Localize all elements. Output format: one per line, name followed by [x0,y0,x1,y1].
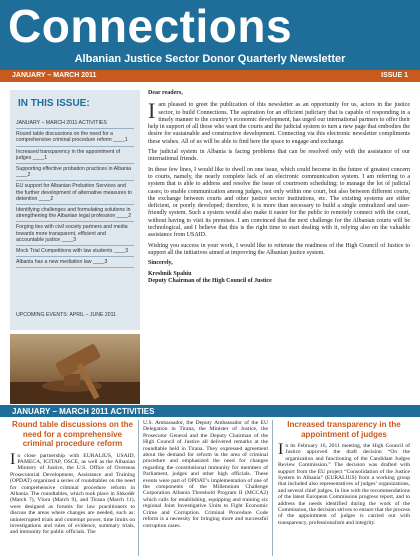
toc-item[interactable]: Increased transparency in the appointment of judges ____1 [16,147,134,164]
article-transparency [278,420,410,526]
toc-item[interactable]: Supporting effective probation practices in Albania ____2 [16,164,134,181]
letter-dropcap: I [148,98,156,124]
gavel-icon [10,334,140,404]
letter-paragraph: Wishing you success in your work, I would like to reiterate the readiness of the High Council of Justice to support all the initiatives aimed at improving the Albanian justice system. [148,242,410,256]
letter-author-name: Kreshnik Spahiu [148,270,192,277]
activities-band [0,405,420,417]
activities-heading: JANUARY – MARCH 2011 ACTIVITIES [12,406,155,416]
issue-bar [0,70,420,82]
toc-item[interactable]: EU support for Albanian Probation Services and the further development of alternative measures to detention ____2 [16,181,134,205]
toc-item[interactable]: JANUARY – MARCH 2011 ACTIVITIES [16,118,134,129]
letter-author-role: Deputy Chairman of the High Council of Justice [148,277,272,284]
toc-item[interactable]: Round table discussions on the need for a comprehensive criminal procedure reform ____1 [16,129,134,146]
column-divider [272,420,273,556]
toc-item[interactable]: Albania has a new mediation law ____3 [16,257,134,268]
letter-salutation: Dear readers, [148,90,183,96]
letter-paragraph: The judicial system in Albania is facing problems that can be resolved only with the assistance of our international friends. [148,149,410,163]
newsletter-title: Connections [8,0,293,52]
letter-paragraph: Iam pleased to greet the publication of this newsletter as an opportunity for us, actors in the justice sector, to build Connections. The aspiration for an efficient judiciary that is capable of responding in a timely manner to the country’s economic development, has urged our international partners to offer their help in support of all those who want the courts and the judicial system to turn a new page that embodies the desire for sustainable and constructive development. Connecting via this electronic newsletter compliments these wishes. All of us will be able to find here the space to engage and exchange. [148,98,410,145]
article-title: Increased transparency in the appointment of judges [287,420,401,439]
article-criminal-procedure [10,420,135,536]
newsletter-subtitle: Albanian Justice Sector Donor Quarterly Newsletter [74,53,346,65]
article-body: U.S. Ambassador, the Deputy Ambassador of the EU Delegation in Tirana, the Minister of Justice, the Prosecutor General and the Deputy Chairman of the High Council of Justice all delivered remarks at the roundtable held in Tirana. They expressed agreement about the demand for reform in the area of criminal procedure and emphasized the need for changes regarding the constitutional immunity for members of Parliament, judges and other high officials. These events were part of OPDAT’s implementation of one of the components of the Millennium Challenge Corporation Albania Threshold Program II (MCCA2) which calls for establishing, equipping and training six regional Joint Investigative Units to Fight Economic Crime and Corruption. Criminal Procedure Code reform is a necessity for bringing more and successful corruption cases. [143,420,268,529]
toc-list [16,118,134,268]
letter-paragraph: In these few lines, I would like to dwell on one issue, which could become in the future of greatest concern to courts, namely, the nearly complete lack of an electronic communication system. I am referring to a system that is able to address and resolve the issue of courtroom scheduling; to manage the lot of judicial cases; to enable communication among judges, not only within one court, but also between different courts, the exchange between courts and other justice sector institutions, etc. The existing systems are either deficient, or poorly developed; therefore, it is more than necessary to build a single centralized and user-friendly system. Such a system would also make it easier for the public to remotely connect with the court, without having to visit its premises. I am convinced that the next challenge for the Albanian courts will be technological, and I believe that this is the right time to start dealing with it, relying also on the valuable assistance from USAID. [148,166,410,239]
article-title: Round table discussions on the need for a comprehensive criminal procedure reform [12,420,133,448]
article-body: n close partnership with EURALIUS, USAID, PAMECA, ICITAP, OSCE, as well as the Albanian Ministry of Justice, the U.S. Office of Overseas Prosecutorial Development, Assistance and Training (OPDAT) organized a series of roundtables on the need for comprehensive criminal procedure reform in Albania. The roundtables, which took place in Shkodër (March 7), Vlora (March 9), and Tirana (March 11), were designed as forums for law practitioners to discuss the areas where changes are needed, such as: uninterrupted trials and contempt power, time limits on investigations and rules of evidence, summary trials, and immunity for public officials. The [10,452,135,536]
upcoming-events[interactable]: UPCOMING EVENTS: APRIL – JUNE 2011 [16,312,117,318]
issue-date: JANUARY – MARCH 2011 [12,72,97,79]
column-divider [138,420,139,556]
toc-item[interactable]: Forging ties with civil society partners and media towards more transparent, efficient and accountable justice ____3 [16,222,134,246]
toc-item[interactable]: Identifying challenges and formulating solutions in strengthening the Albanian legal profession ____2 [16,205,134,222]
toc-item[interactable]: Mock Trial Competitions with law students ____3 [16,246,134,257]
article-dropcap: I [278,441,284,458]
article-body: n its February 16, 2011 meeting, the High Council of Justice approved the draft decision “On the organization and functioning of the Candidate Judges Review Commission.” The decision was drafted with support from the EU project “Consolidation of the Justice System in Albania” (EURALIUS) from a working group that included also representatives of judges’ organizations, and several chief judges. In line with the recommendations of the latest European Commission progress report, and to address the needs identified during the work of the Commission, the decision strives to ensure that the process of the appointment of judges is carried out with transparency, professionalism and integrity. [278,443,410,526]
masthead [0,0,420,70]
toc-heading: IN THIS ISSUE: [18,98,90,109]
table-of-contents [10,90,140,330]
letter-closing: Sincerely, [148,260,173,267]
gavel-photo [10,334,140,404]
article-continued [143,420,268,529]
editorial-letter [148,90,410,288]
article-dropcap: I [10,450,16,468]
issue-number: ISSUE 1 [381,72,408,79]
